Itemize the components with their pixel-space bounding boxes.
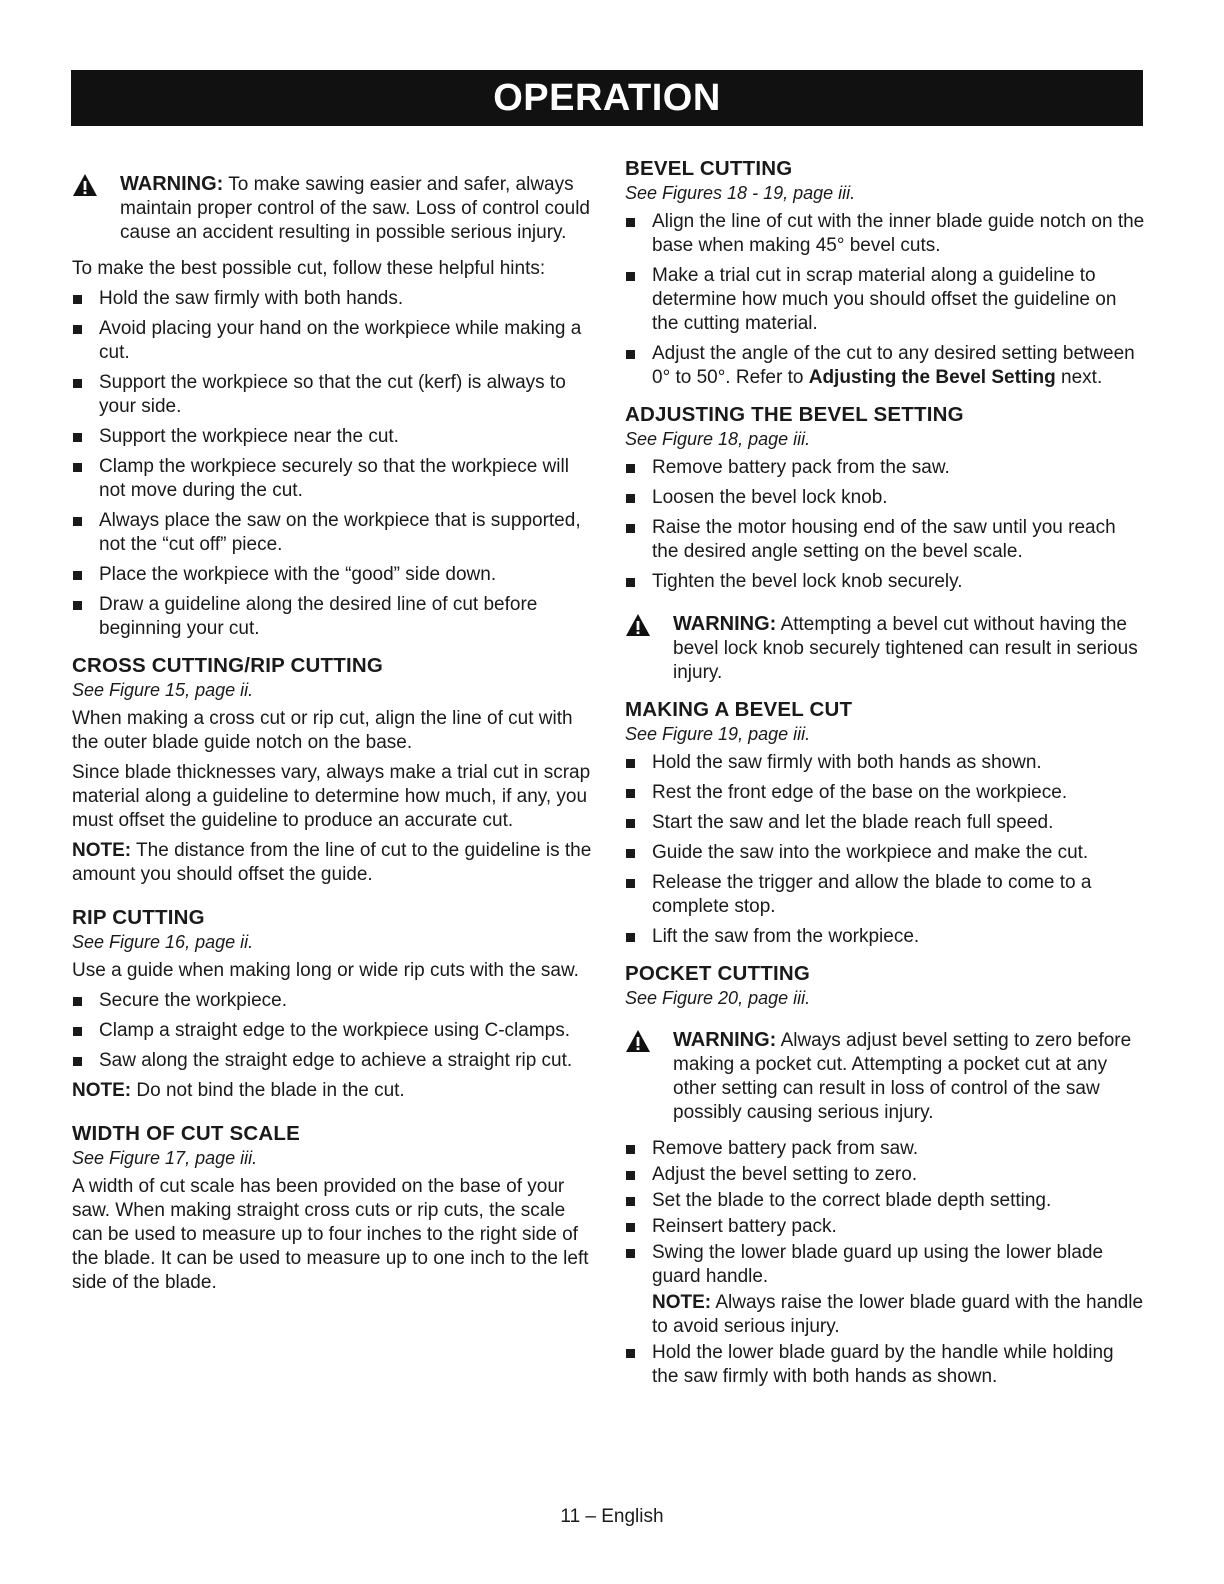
rip-cutting-heading: RIP CUTTING (72, 906, 205, 929)
rip-steps-list (72, 989, 592, 1073)
note (652, 1291, 1145, 1339)
warning-label: WARNING: (673, 613, 777, 635)
list-item: Always place the saw on the workpiece that is supported, not the “cut off” piece. (72, 509, 592, 557)
note (72, 1079, 592, 1103)
warning-text: Attempting a bevel cut without having the bevel lock knob securely tightened can result in serious injury. (673, 614, 1138, 683)
list-item: Guide the saw into the workpiece and make the cut. (625, 841, 1145, 865)
list-item: Clamp the workpiece securely so that the workpiece will not move during the cut. (72, 455, 592, 503)
figure-reference: See Figure 16, page ii. (72, 932, 254, 952)
warning-block (625, 612, 1145, 685)
note-text: Do not bind the blade in the cut. (136, 1080, 405, 1101)
making-steps-list (625, 751, 1145, 949)
cross-cutting-heading: CROSS CUTTING/RIP CUTTING (72, 654, 383, 677)
right-column (625, 150, 1145, 1395)
warning-block (625, 1028, 1145, 1125)
note-label: NOTE: (652, 1292, 712, 1313)
pocket-steps-list (625, 1137, 1145, 1389)
list-item: Align the line of cut with the inner blade guide notch on the base when making 45° bevel cuts. (625, 210, 1145, 258)
list-item (625, 342, 1145, 390)
warning-triangle-icon (625, 1029, 651, 1053)
list-item: Set the blade to the correct blade depth setting. (625, 1189, 1145, 1213)
list-item: Secure the workpiece. (72, 989, 592, 1013)
list-item: Support the workpiece near the cut. (72, 425, 592, 449)
page-number: 11 – English (560, 1506, 664, 1527)
making-bevel-cut-heading: MAKING A BEVEL CUT (625, 698, 853, 721)
list-item: Make a trial cut in scrap material along a guideline to determine how much you should offset the guideline on the cutting material. (625, 264, 1145, 336)
note-label: NOTE: (72, 840, 132, 861)
list-item: Hold the saw firmly with both hands as shown. (625, 751, 1145, 775)
list-item: Clamp a straight edge to the workpiece using C-clamps. (72, 1019, 592, 1043)
list-item: Tighten the bevel lock knob securely. (625, 570, 1145, 594)
list-item: Loosen the bevel lock knob. (625, 486, 1145, 510)
list-item: Draw a guideline along the desired line of cut before beginning your cut. (72, 593, 592, 641)
warning-triangle-icon (72, 173, 98, 197)
bevel-cutting-heading: BEVEL CUTTING (625, 157, 793, 180)
paragraph: Since blade thicknesses vary, always make a trial cut in scrap material along a guideline to determine how much, if any, you must offset the guideline to produce an accurate cut. (72, 762, 591, 831)
figure-reference: See Figure 17, page iii. (72, 1148, 258, 1168)
bevel-list (625, 210, 1145, 390)
left-column (72, 150, 592, 1301)
note-label: NOTE: (72, 1080, 132, 1101)
list-item: Start the saw and let the blade reach full speed. (625, 811, 1145, 835)
cross-reference: Adjusting the Bevel Setting (808, 367, 1056, 388)
list-item: Remove battery pack from saw. (625, 1137, 1145, 1161)
section-banner (71, 70, 1143, 126)
figure-reference: See Figure 19, page iii. (625, 724, 811, 744)
list-item: Hold the saw firmly with both hands. (72, 287, 592, 311)
list-item: Place the workpiece with the “good” side down. (72, 563, 592, 587)
paragraph: Use a guide when making long or wide rip cuts with the saw. (72, 960, 579, 981)
figure-reference: See Figure 15, page ii. (72, 680, 254, 700)
list-item: Saw along the straight edge to achieve a straight rip cut. (72, 1049, 592, 1073)
warning-text: Always adjust bevel setting to zero before making a pocket cut. Attempting a pocket cut at any other setting can result in loss of control of the saw possibly causing serious injury. (673, 1030, 1132, 1123)
note-text: Always raise the lower blade guard with the handle to avoid serious injury. (652, 1292, 1144, 1337)
paragraph: A width of cut scale has been provided on the base of your saw. When making straight cross cuts or rip cuts, the scale can be used to measure up to four inches to the right side of the blade. It can be used to measure up to one inch to the left side of the blade. (72, 1176, 589, 1293)
paragraph: When making a cross cut or rip cut, align the line of cut with the outer blade guide notch on the base. (72, 708, 573, 753)
list-item-text: Swing the lower blade guard up using the lower blade guard handle. (652, 1242, 1104, 1287)
list-item: Rest the front edge of the base on the workpiece. (625, 781, 1145, 805)
list-item-text: Adjust the angle of the cut to any desired setting between 0° to 50°. Refer to (652, 343, 1135, 388)
list-item: Support the workpiece so that the cut (kerf) is always to your side. (72, 371, 592, 419)
list-item: Adjust the bevel setting to zero. (625, 1163, 1145, 1187)
list-item: Remove battery pack from the saw. (625, 456, 1145, 480)
warning-text: To make sawing easier and safer, always maintain proper control of the saw. Loss of control could cause an accident resulting in possible serious injury. (120, 174, 590, 243)
figure-reference: See Figure 20, page iii. (625, 988, 811, 1008)
figure-reference: See Figures 18 - 19, page iii. (625, 183, 856, 203)
list-item: Release the trigger and allow the blade to come to a complete stop. (625, 871, 1145, 919)
warning-label: WARNING: (673, 1029, 777, 1051)
list-item: Avoid placing your hand on the workpiece while making a cut. (72, 317, 592, 365)
list-item-text: next. (1055, 367, 1103, 388)
page-title: OPERATION (493, 76, 721, 119)
list-item: Lift the saw from the workpiece. (625, 925, 1145, 949)
list-item: Hold the lower blade guard by the handle while holding the saw firmly with both hands as shown. (625, 1341, 1145, 1389)
list-item: Raise the motor housing end of the saw until you reach the desired angle setting on the bevel scale. (625, 516, 1145, 564)
note (72, 839, 592, 887)
page-footer (0, 1506, 1224, 1528)
list-item: Reinsert battery pack. (625, 1215, 1145, 1239)
warning-label: WARNING: (120, 173, 224, 195)
list-item (625, 1241, 1145, 1339)
note-text: The distance from the line of cut to the guideline is the amount you should offset the guide. (72, 840, 592, 885)
warning-block (72, 172, 592, 245)
hints-intro: To make the best possible cut, follow these helpful hints: (72, 258, 546, 279)
adjusting-bevel-heading: ADJUSTING THE BEVEL SETTING (625, 403, 964, 426)
adjusting-steps-list (625, 456, 1145, 594)
hints-list (72, 287, 592, 641)
figure-reference: See Figure 18, page iii. (625, 429, 811, 449)
width-of-cut-heading: WIDTH OF CUT SCALE (72, 1122, 300, 1145)
pocket-cutting-heading: POCKET CUTTING (625, 962, 811, 985)
warning-triangle-icon (625, 613, 651, 637)
